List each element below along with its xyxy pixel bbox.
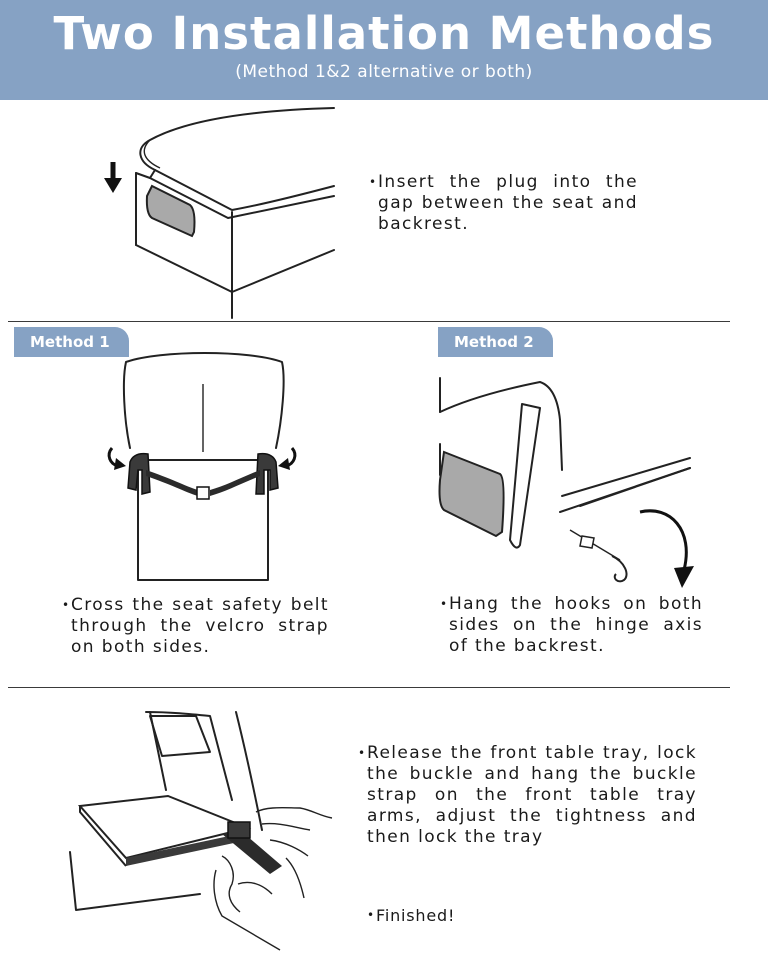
page-title: Two Installation Methods [53,7,715,60]
curved-arrow-left-icon [109,448,126,470]
page-subtitle: (Method 1&2 alternative or both) [235,62,533,82]
section-divider-1 [8,321,730,322]
bullet: • [369,175,378,189]
curved-arrow-down-icon [640,511,694,588]
bullet: • [358,746,367,760]
down-arrow-icon [104,162,122,193]
section-divider-2 [8,687,730,688]
header-banner [0,0,768,100]
method2-tag: Method 2 [438,327,553,357]
tray-instruction: • Release the front table tray, lock the buckle and hang the buckle strap on the front table tray arms, adjust the tightness and then lock the tray [358,743,697,847]
bullet: • [62,598,71,612]
plug-instruction: • Insert the plug into the gap between the seat and backrest. [369,172,638,234]
finished-instruction: • Finished! [367,906,456,925]
method2-instruction: • Hang the hooks on both sides on the hinge axis of the backrest. [440,594,703,656]
method1-instruction: • Cross the seat safety belt through the velcro strap on both sides. [62,595,329,657]
bullet: • [440,597,449,611]
bullet: • [367,908,375,922]
curved-arrow-right-icon [278,448,295,470]
method1-tag: Method 1 [14,327,129,357]
